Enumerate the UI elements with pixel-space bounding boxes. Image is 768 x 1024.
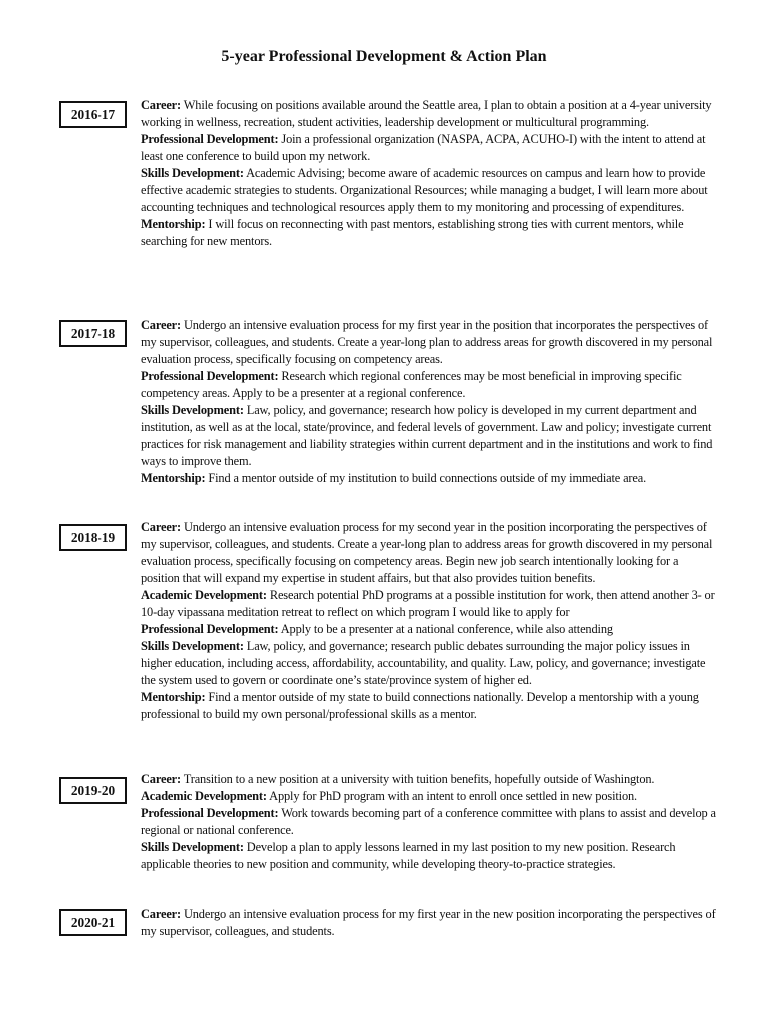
item-label: Career:	[141, 772, 181, 786]
item-text: Find a mentor outside of my state to build connections nationally. Develop a mentorship with a young professional to build my own personal/professional skills as a mentor.	[141, 690, 699, 721]
item-text: Work towards becoming part of a conference committee with plans to assist and develop a regional or national conference.	[141, 806, 716, 837]
item-label: Professional Development:	[141, 806, 279, 820]
item-text: Research potential PhD programs at a possible institution for work, then attend another 3- or 10-day vipassana meditation retreat to reflect on which program I would like to apply for	[141, 588, 715, 619]
entry-item	[141, 470, 719, 487]
item-label: Skills Development:	[141, 403, 244, 417]
entry-item	[141, 519, 719, 587]
item-label: Career:	[141, 318, 181, 332]
entry-item	[141, 621, 719, 638]
year-label: 2017-18	[59, 320, 127, 347]
item-label: Mentorship:	[141, 217, 206, 231]
year-label: 2018-19	[59, 524, 127, 551]
item-label: Skills Development:	[141, 840, 244, 854]
item-text: Undergo an intensive evaluation process for my second year in the position incorporating the perspectives of my supervisor, colleagues, and students. Create a year-long plan to address areas for growth discovered in my personal evaluation process, specifically focusing on competency areas. Begin new job search intentionally looking for a position that will expand my expertise in student affairs, but that also provides tuition benefits.	[141, 520, 713, 585]
item-text: Law, policy, and governance; research how policy is developed in my current department and institution, as well as at the local, state/province, and federal levels of government. Law and policy; investigate current practices for risk management and liability strategies within current department and in the institutions and work to find ways to improve them.	[141, 403, 713, 468]
item-label: Career:	[141, 98, 181, 112]
entry-item	[141, 805, 719, 839]
item-label: Academic Development:	[141, 789, 267, 803]
item-label: Mentorship:	[141, 690, 206, 704]
entry-text	[141, 519, 719, 723]
entry-item	[141, 638, 719, 689]
item-label: Career:	[141, 520, 181, 534]
item-label: Professional Development:	[141, 132, 279, 146]
item-text: Find a mentor outside of my institution to build connections outside of my immediate area.	[208, 471, 647, 485]
year-label: 2016-17	[59, 101, 127, 128]
item-text: Develop a plan to apply lessons learned in my last position to my new position. Research applicable theories to new position and community, while developing theory-to-practice strategies.	[141, 840, 676, 871]
item-text: Undergo an intensive evaluation process for my first year in the position that incorporates the perspectives of my supervisor, colleagues, and students. Create a year-long plan to address areas for growth discovered in my personal evaluation process, specifically focusing on competency areas.	[141, 318, 713, 366]
entry-text	[141, 317, 719, 487]
item-label: Professional Development:	[141, 369, 279, 383]
item-text: Law, policy, and governance; research public debates surrounding the major policy issues in higher education, including access, affordability, accountability, and quality. Law, policy, and governance; investigate the system used to govern or coordinate one’s state/province system of higher ed.	[141, 639, 706, 687]
item-label: Professional Development:	[141, 622, 279, 636]
entry-item	[141, 131, 719, 165]
entry-item	[141, 587, 719, 621]
entry-item	[141, 402, 719, 470]
item-label: Academic Development:	[141, 588, 267, 602]
entry-item	[141, 839, 719, 873]
entry-text	[141, 906, 719, 940]
item-text: Undergo an intensive evaluation process for my first year in the new position incorporating the perspectives of my supervisor, colleagues, and students.	[141, 907, 716, 938]
entry-item	[141, 165, 719, 216]
item-text: While focusing on positions available around the Seattle area, I plan to obtain a position at a 4-year university working in wellness, recreation, student activities, leadership development or multicultural programming.	[141, 98, 712, 129]
item-label: Career:	[141, 907, 181, 921]
item-text: Transition to a new position at a university with tuition benefits, hopefully outside of Washington.	[183, 772, 655, 786]
entry-item	[141, 788, 719, 805]
entry-item	[141, 368, 719, 402]
entry-item	[141, 906, 719, 940]
entry-item	[141, 97, 719, 131]
item-text: Apply to be a presenter at a national conference, while also attending	[280, 622, 613, 636]
entry-text	[141, 97, 719, 250]
entry-item	[141, 771, 719, 788]
document-title: 5-year Professional Development & Action Plan	[221, 48, 547, 65]
item-text: Academic Advising; become aware of academic resources on campus and learn how to provide effective academic strategies to students. Organizational Resources; while managing a budget, I will learn more about accounting techniques and technological resources apply them to my monitoring and processing of expenditures.	[141, 166, 708, 214]
entry-text	[141, 771, 719, 873]
item-label: Skills Development:	[141, 639, 244, 653]
year-label: 2020-21	[59, 909, 127, 936]
item-text: I will focus on reconnecting with past mentors, establishing strong ties with current mentors, while searching for new mentors.	[141, 217, 684, 248]
item-label: Skills Development:	[141, 166, 244, 180]
item-text: Join a professional organization (NASPA, ACPA, ACUHO-I) with the intent to attend at least one conference to build upon my network.	[141, 132, 706, 163]
year-label: 2019-20	[59, 777, 127, 804]
entry-item	[141, 689, 719, 723]
item-label: Mentorship:	[141, 471, 206, 485]
entry-item	[141, 317, 719, 368]
item-text: Research which regional conferences may be most beneficial in improving specific competency areas. Apply to be a presenter at a regional conference.	[141, 369, 682, 400]
item-text: Apply for PhD program with an intent to enroll once settled in new position.	[269, 789, 637, 803]
entry-item	[141, 216, 719, 250]
